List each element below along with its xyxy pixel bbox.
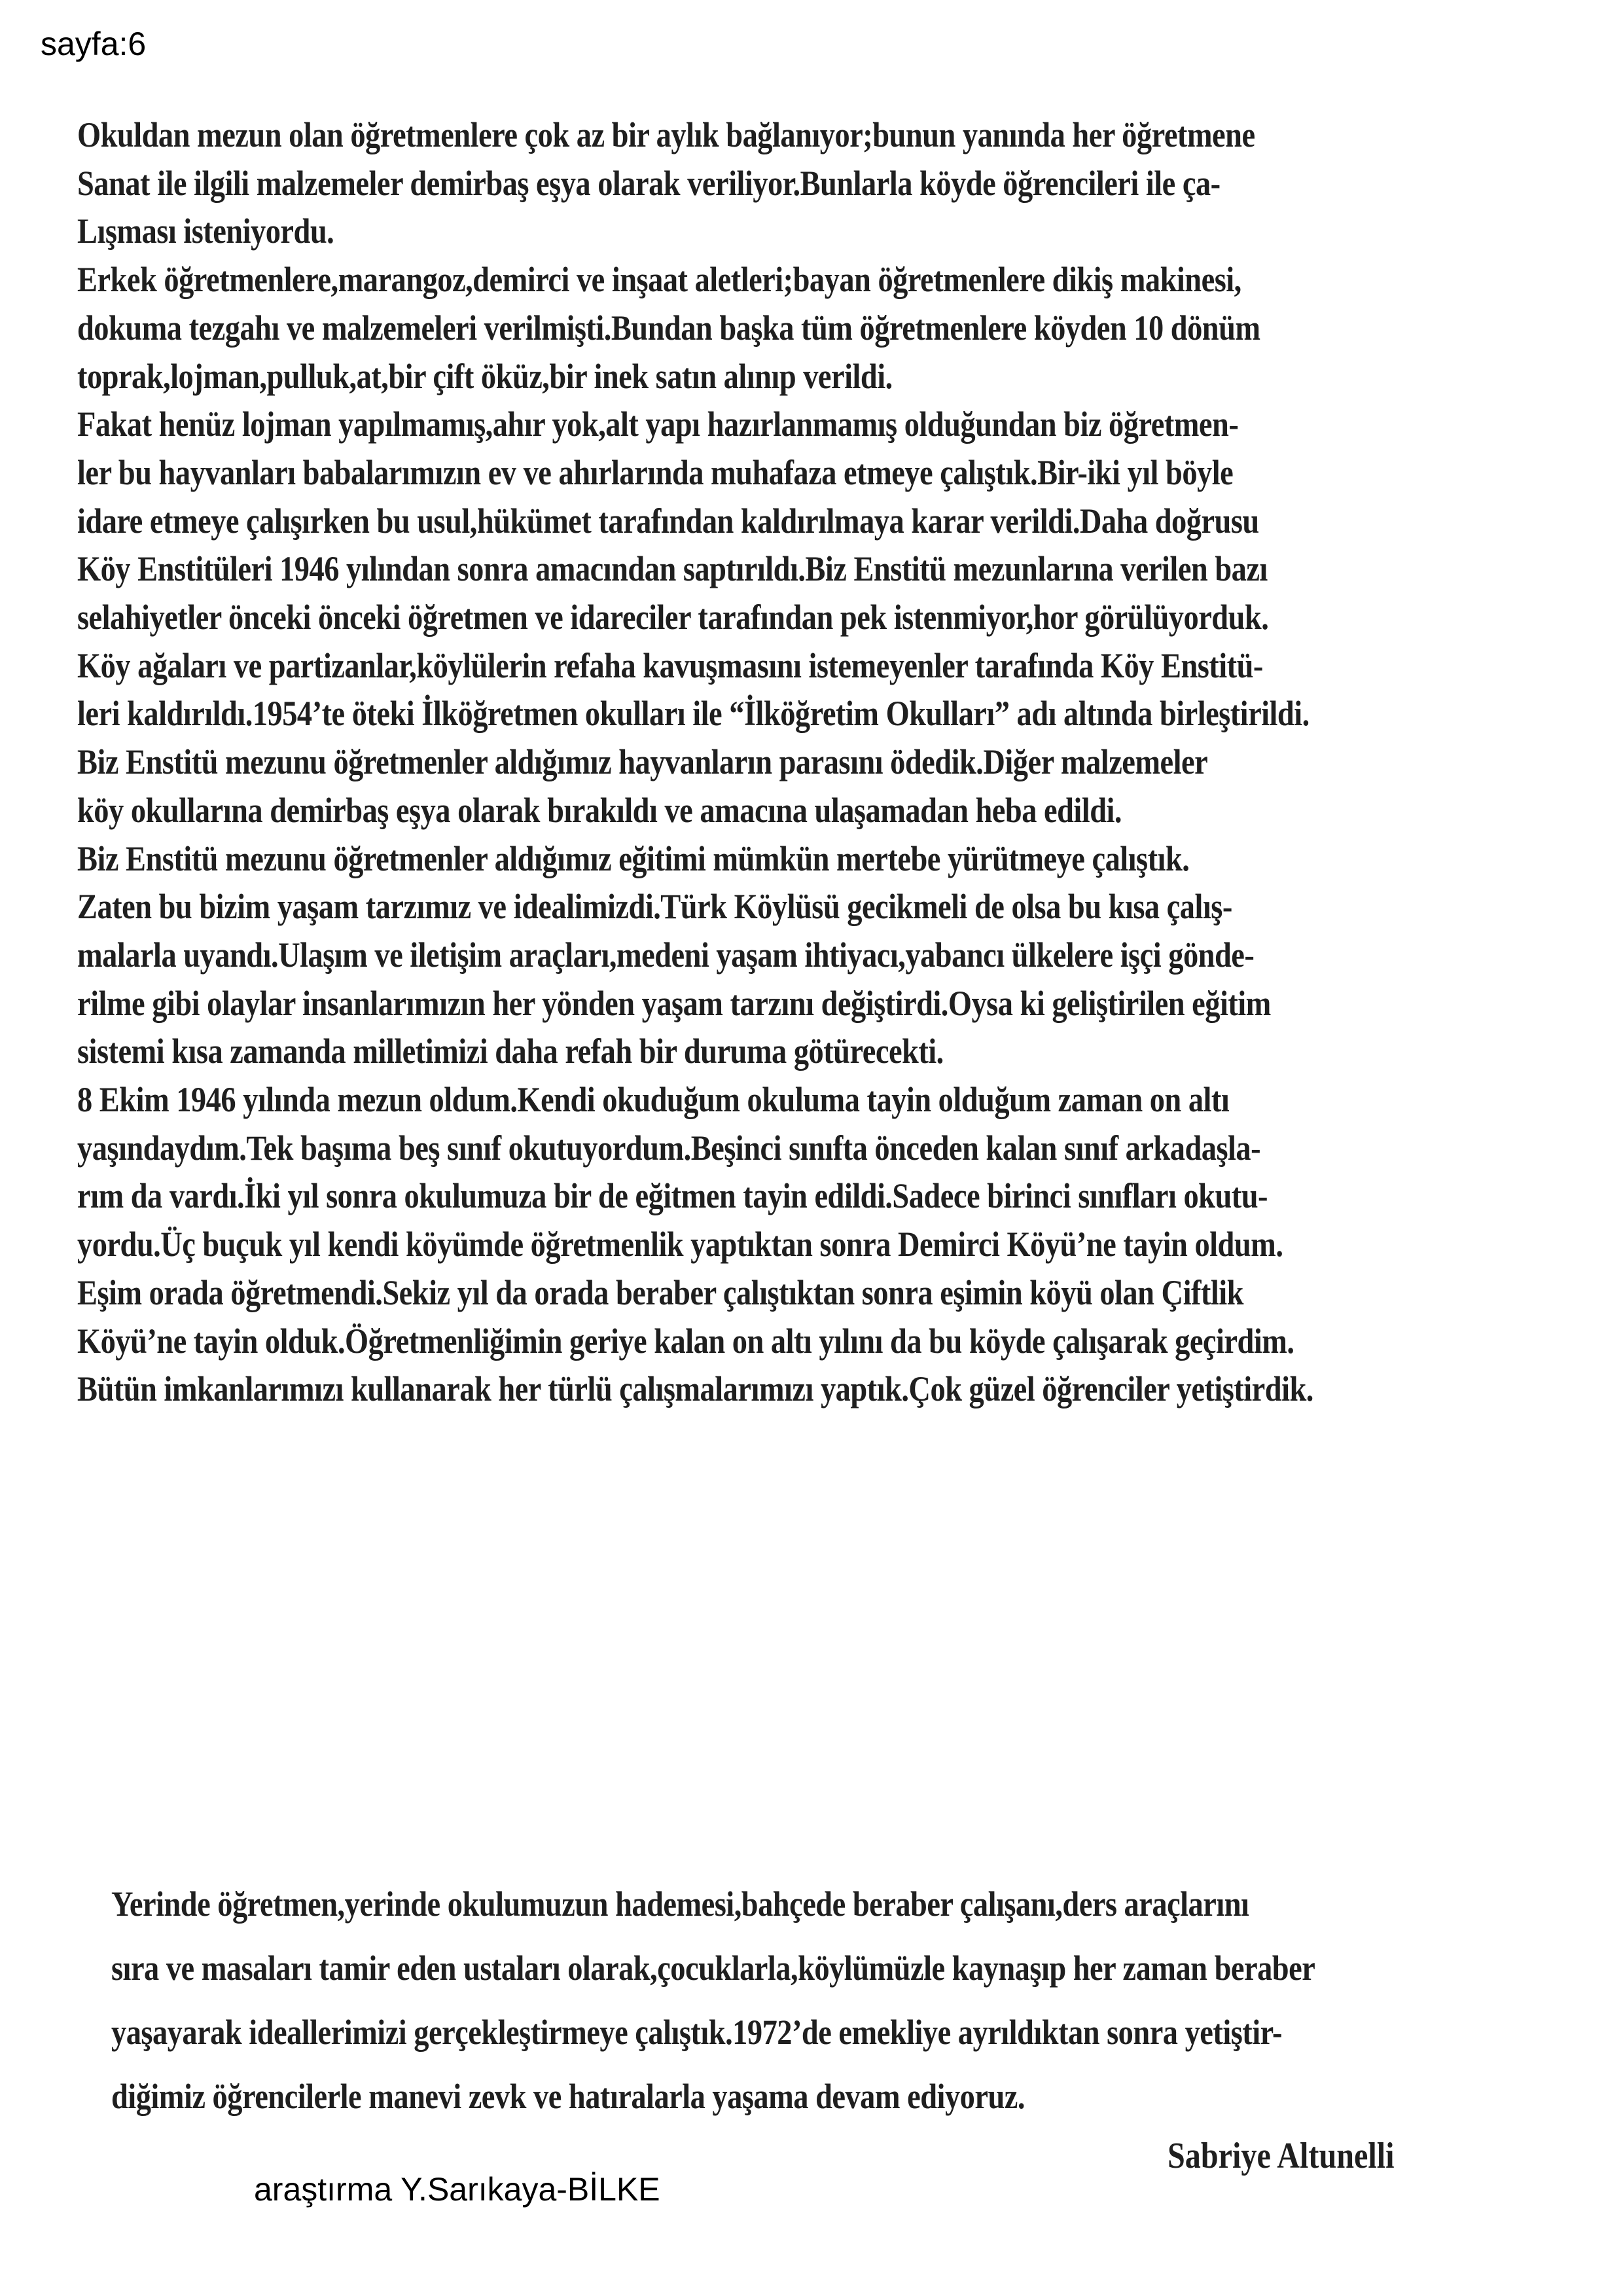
body-line: malarla uyandı.Ulaşım ve iletişim araçları,medeni yaşam ihtiyacı,yabancı ülkelere işçi gönde- [77, 935, 1255, 975]
body-line: leri kaldırıldı.1954’te öteki İlköğretmen okulları ile “İlköğretim Okulları” adı altında birleştirildi. [77, 694, 1310, 734]
body-line: ler bu hayvanları babalarımızın ev ve ahırlarında muhafaza etmeye çalıştık.Bir-iki yıl böyle [77, 452, 1234, 492]
body-line: Biz Enstitü mezunu öğretmenler aldığımız hayvanların parasını ödedik.Diğer malzemeler [77, 742, 1208, 782]
closing-line: yaşayarak ideallerimizi gerçekleştirmeye çalıştık.1972’de emekliye ayrıldıktan sonra yetiştir- [111, 2013, 1282, 2052]
body-line: selahiyetler önceki önceki öğretmen ve idareciler tarafından pek istenmiyor,hor görülüyorduk. [77, 598, 1269, 637]
body-line: rım da vardı.İki yıl sonra okulumuza bir de eğitmen tayin edildi.Sadece birinci sınıfları okutu- [77, 1176, 1268, 1216]
document-body [77, 111, 1338, 1414]
body-line: toprak,lojman,pulluk,at,bir çift öküz,bir inek satın alınıp verildi. [77, 356, 893, 396]
body-line: 8 Ekim 1946 yılında mezun oldum.Kendi okuduğum okuluma tayin olduğum zaman on altı [77, 1080, 1230, 1120]
body-line: Köy ağaları ve partizanlar,köylülerin refaha kavuşmasını istemeyenler tarafında Köy Enstitü- [77, 645, 1263, 685]
body-line: rilme gibi olaylar insanlarımızın her yönden yaşam tarzını değiştirdi.Oysa ki geliştirilen eğitim [77, 983, 1271, 1023]
body-line: Biz Enstitü mezunu öğretmenler aldığımız eğitimi mümkün mertebe yürütmeye çalıştık. [77, 838, 1190, 878]
body-line: Bütün imkanlarımızı kullanarak her türlü çalışmalarımızı yaptık.Çok güzel öğrenciler yetiştirdik. [77, 1369, 1313, 1409]
body-line: Köyü’ne tayin olduk.Öğretmenliğimin geriye kalan on altı yılını da bu köyde çalışarak geçirdim. [77, 1321, 1294, 1361]
body-line: yaşındaydım.Tek başıma beş sınıf okutuyordum.Beşinci sınıfta önceden kalan sınıf arkadaşla- [77, 1128, 1261, 1168]
body-line: sistemi kısa zamanda milletimizi daha refah bir duruma götürecekti. [77, 1031, 944, 1071]
body-line: Sanat ile ilgili malzemeler demirbaş eşya olarak veriliyor.Bunlarla köyde öğrencileri ile ça- [77, 163, 1221, 203]
closing-line: sıra ve masaları tamir eden ustaları olarak,çocuklarla,köylümüzle kaynaşıp her zaman beraber [111, 1948, 1315, 1988]
body-line: köy okullarına demirbaş eşya olarak bırakıldı ve amacına ulaşamadan heba edildi. [77, 790, 1122, 830]
page-number-label: sayfa:6 [41, 26, 147, 62]
body-line: Erkek öğretmenlere,marangoz,demirci ve inşaat aletleri;bayan öğretmenlere dikiş makinesi, [77, 260, 1241, 300]
body-line: yordu.Üç buçuk yıl kendi köyümde öğretmenlik yaptıktan sonra Demirci Köyü’ne tayin oldum. [77, 1225, 1283, 1265]
body-line: Fakat henüz lojman yapılmamış,ahır yok,alt yapı hazırlanmamış olduğundan biz öğretmen- [77, 404, 1239, 444]
body-line: Okuldan mezun olan öğretmenlere çok az bir aylık bağlanıyor;bunun yanında her öğretmene [77, 115, 1255, 154]
body-line: Köy Enstitüleri 1946 yılından sonra amacından saptırıldı.Biz Enstitü mezunlarına verilen bazı [77, 549, 1268, 589]
body-line: Eşim orada öğretmendi.Sekiz yıl da orada beraber çalıştıktan sonra eşimin köyü olan Çiftlik [77, 1272, 1243, 1312]
closing-line: diğimiz öğrencilerle manevi zevk ve hatıralarla yaşama devam ediyoruz. [111, 2077, 1025, 2116]
body-line: dokuma tezgahı ve malzemeleri verilmişti.Bundan başka tüm öğretmenlere köyden 10 dönüm [77, 308, 1260, 348]
closing-line: Yerinde öğretmen,yerinde okulumuzun hademesi,bahçede beraber çalışanı,ders araçlarını [111, 1884, 1249, 1924]
author-signature: Sabriye Altunelli [1168, 2136, 1395, 2176]
closing-paragraph [111, 1872, 1383, 2128]
body-line: Lışması isteniyordu. [77, 211, 334, 251]
research-credit: araştırma Y.Sarıkaya-BİLKE [254, 2171, 660, 2208]
body-line: Zaten bu bizim yaşam tarzımız ve idealimizdi.Türk Köylüsü gecikmeli de olsa bu kısa çalış- [77, 887, 1232, 927]
body-line: idare etmeye çalışırken bu usul,hükümet tarafından kaldırılmaya karar verildi.Daha doğrusu [77, 501, 1259, 541]
